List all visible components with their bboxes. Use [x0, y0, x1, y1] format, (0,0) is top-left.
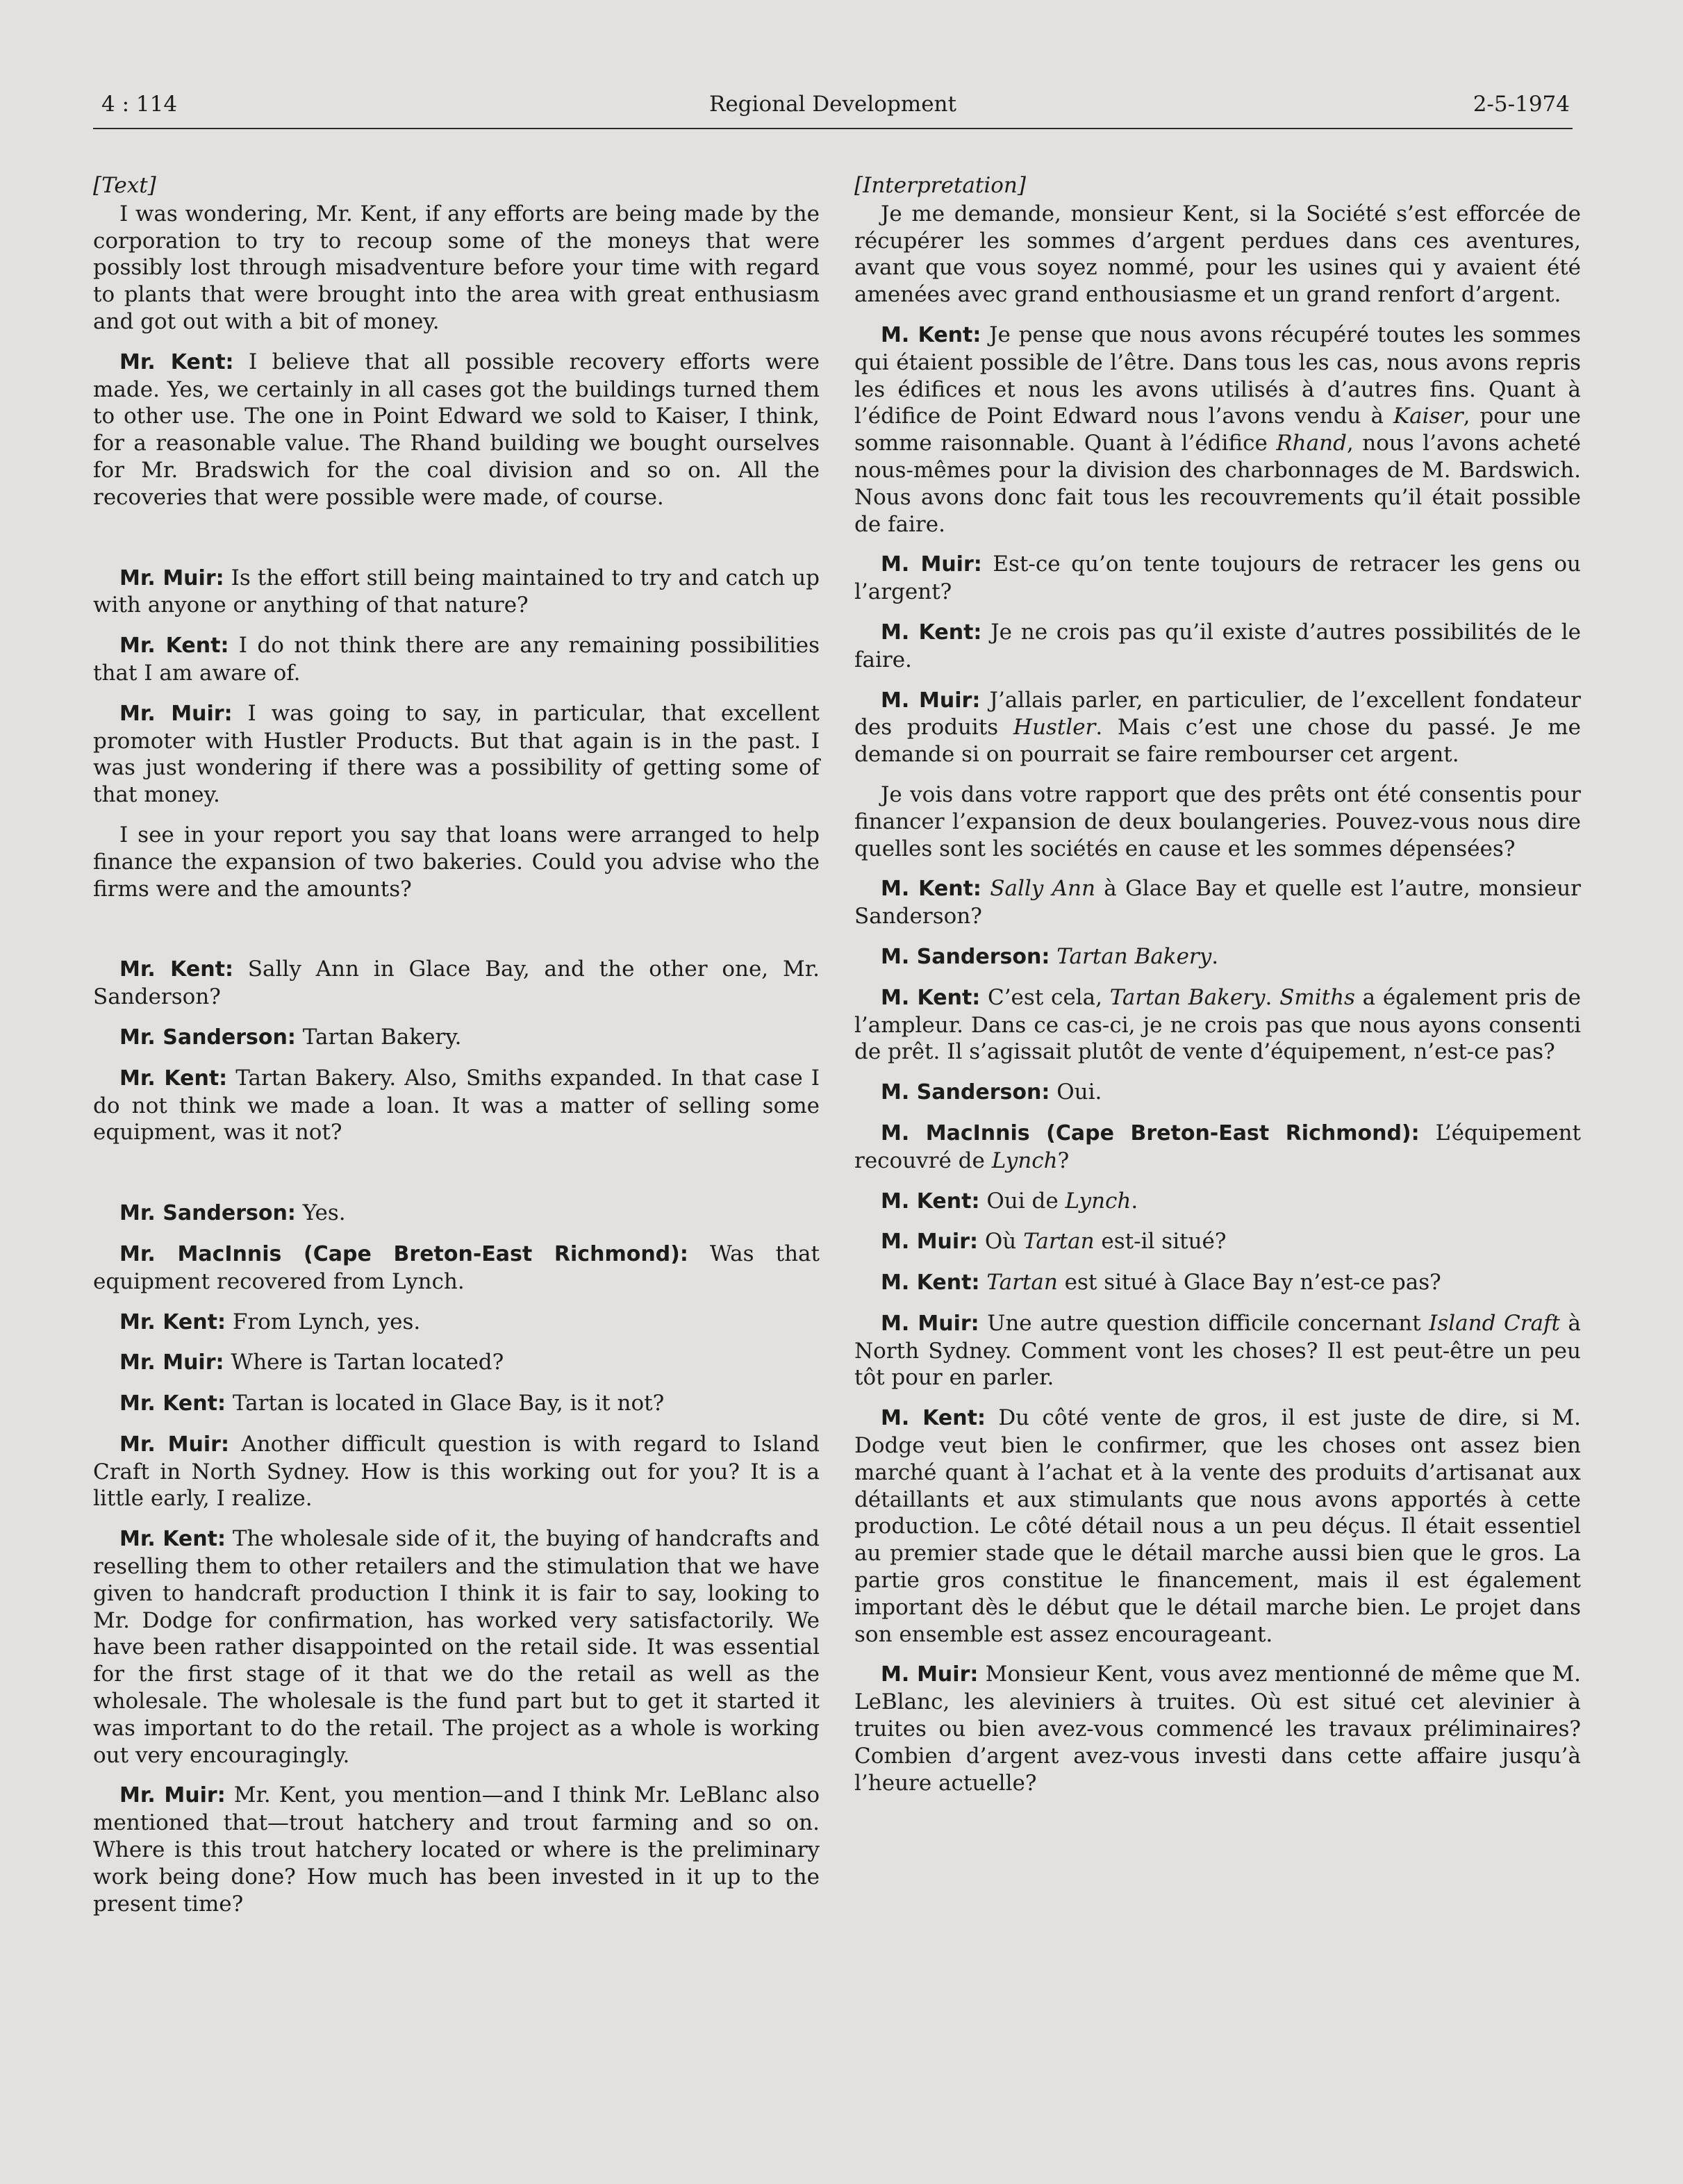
paragraph-text: I see in your report you say that loans were arranged to help finance the expansion of two bakeries. Could you advise who the firms were and the amounts? — [93, 822, 820, 902]
paragraph-text: Monsieur Kent, vous avez mentionné de même que M. LeBlanc, les aleviniers à truites. Où est situé cet alevinier à truites ou bien avez-vous commencé les travaux préliminaires? Combien d’argent avez-vous investi dans cette affaire jusqu’à l’heure actuelle? — [854, 1662, 1582, 1796]
speaker-name: Mr. Kent: — [119, 349, 234, 374]
running-header — [93, 89, 1573, 129]
transcript-paragraph — [93, 1349, 820, 1377]
speaker-name: M. Kent: — [881, 620, 982, 645]
paragraph-text: I do not think there are any remaining possibilities that I am aware of. — [93, 633, 820, 686]
italic-name: Hustler — [1013, 715, 1096, 741]
transcript-paragraph — [854, 619, 1581, 674]
speaker-name: M. Kent: — [881, 1406, 986, 1431]
french-column — [854, 172, 1581, 1796]
paragraph-text: Je ne crois pas qu’il existe d’autres possibilités de le faire. — [854, 619, 1581, 672]
speaker-name: M. Muir: — [881, 1662, 979, 1687]
speaker-name: Mr. Muir: — [119, 1783, 226, 1808]
italic-name: Lynch — [1065, 1188, 1131, 1214]
transcript-paragraph — [93, 1525, 820, 1769]
speaker-name: Mr. Kent: — [119, 634, 229, 659]
paragraph-text — [1050, 944, 1056, 969]
transcript-paragraph — [854, 875, 1581, 930]
paragraph-text: Tartan Bakery. Also, Smiths expanded. In that case I do not think we made a loan. It was a matter of selling some equipment, was it not? — [93, 1065, 820, 1145]
paragraph-text: Was that equipment recovered from Lynch. — [93, 1241, 820, 1294]
paragraph-text: Oui de — [979, 1188, 1066, 1214]
transcript-paragraph — [854, 1405, 1581, 1648]
speaker-name: Mr. Muir: — [119, 565, 224, 590]
header-title: Regional Development — [709, 92, 956, 117]
paragraph-text: Tartan Bakery. — [295, 1024, 462, 1050]
paragraph-text: à Glace Bay et quelle est l’autre, monsieur Sanderson? — [854, 876, 1581, 929]
transcript-paragraph — [854, 1661, 1581, 1796]
transcript-paragraph — [93, 1390, 820, 1418]
speaker-name: M. Sanderson: — [881, 944, 1050, 969]
paragraph-text: L’équipement recouvré de — [854, 1120, 1581, 1173]
transcript-paragraph — [854, 1188, 1581, 1216]
transcript-paragraph — [93, 700, 820, 809]
transcript-paragraph — [93, 1200, 820, 1227]
speaker-name: Mr. Kent: — [119, 1309, 226, 1334]
paragraph-text: Je me demande, monsieur Kent, si la Société s’est efforcée de récupérer les sommes d’argent perdues dans ces aventures, avant que vous soyez nommé, pour les usines qui y avaient été amenées avec grand enthousiasme et un grand renfort d’argent. — [854, 201, 1581, 308]
transcript-paragraph — [854, 1228, 1581, 1256]
transcript-paragraph — [93, 1782, 820, 1917]
transcript-paragraph — [854, 687, 1581, 768]
transcript-paragraph — [854, 1310, 1581, 1391]
transcript-paragraph — [93, 1241, 820, 1296]
paragraph-text — [981, 876, 990, 901]
english-column — [93, 172, 820, 1917]
italic-name: Sally Ann — [990, 876, 1095, 902]
transcript-paragraph — [854, 1120, 1581, 1175]
paragraph-text: . — [1211, 943, 1219, 969]
speaker-name: M. Muir: — [881, 1230, 978, 1255]
paragraph-text: Est-ce qu’on tente toujours de retracer les gens ou l’argent? — [854, 552, 1581, 605]
transcript-paragraph — [93, 1431, 820, 1512]
paragraph-text: I was wondering, Mr. Kent, if any efforts are being made by the corporation to try to recoup some of the moneys that were possibly lost through misadventure before your time with regard to plants that were brought into the area with great enthusiasm and got out with a bit of money. — [93, 201, 820, 334]
italic-name: Kaiser — [1393, 404, 1464, 429]
speaker-name: M. Muir: — [881, 552, 982, 577]
transcript-paragraph — [854, 1269, 1581, 1297]
speaker-name: M. Kent: — [881, 1271, 980, 1296]
italic-name: Tartan Bakery — [1056, 943, 1212, 969]
transcript-paragraph — [93, 822, 820, 902]
paragraph-text: Du côté vente de gros, il est juste de dire, si M. Dodge veut bien le confirmer, que les choses ont assez bien marché quant à l’achat et à la vente des produits d’artisanat aux détaillants et aux stimulants que nous avons apportés à cette production. Le côté détail nous a un peu déçus. Il était essentiel au premier stade que le détail marche aussi bien que le gros. La partie gros constitue le financement, mais il est également important dès le début que le détail marche bien. Le projet dans son ensemble est assez encourageant. — [854, 1405, 1581, 1647]
paragraph-text: I was going to say, in particular, that excellent promoter with Hustler Products. But that again is in the past. I was just wondering if there was a possibility of getting some of that money. — [93, 700, 820, 808]
transcript-paragraph — [93, 565, 820, 620]
paragraph-text: Je vois dans votre rapport que des prêts ont été consentis pour financer l’expansion de deux boulangeries. Pouvez-vous nous dire quelles sont les sociétés en cause et les sommes dépensées? — [854, 781, 1581, 861]
italic-name: Smiths — [1279, 984, 1355, 1010]
speaker-name: M. Muir: — [881, 688, 981, 713]
paragraph-text: Yes. — [295, 1200, 346, 1226]
transcript-paragraph — [854, 781, 1581, 862]
transcript-paragraph — [854, 551, 1581, 606]
paragraph-text: . Mais c’est une chose du passé. Je me demande si on pourrait se faire rembourser cet argent. — [854, 715, 1581, 768]
paragraph-text: Oui. — [1050, 1079, 1102, 1105]
header-date: 2-5-1974 — [1473, 92, 1570, 117]
paragraph-text: From Lynch, yes. — [225, 1309, 421, 1334]
paragraph-text: Where is Tartan located? — [224, 1350, 504, 1375]
paragraph-text: ? — [1057, 1148, 1070, 1173]
transcript-paragraph — [854, 201, 1581, 308]
speaker-name: Mr. Muir: — [119, 701, 233, 726]
speaker-name: M. Kent: — [881, 985, 981, 1010]
transcript-paragraph — [93, 1309, 820, 1337]
paragraph-text: Une autre question difficile concernant — [979, 1310, 1429, 1336]
paragraph-text: Another difficult question is with regard to Island Craft in North Sydney. How is this working out for you? It is a little early, I realize. — [93, 1431, 820, 1512]
speaker-name: Mr. Kent: — [119, 1527, 226, 1552]
transcript-paragraph — [854, 984, 1581, 1066]
speaker-name: Mr. Muir: — [119, 1350, 224, 1375]
paragraph-text: Tartan is located in Glace Bay, is it not? — [225, 1391, 665, 1416]
speaker-name: Mr. Sanderson: — [119, 1025, 296, 1050]
transcript-paragraph — [93, 201, 820, 336]
paragraph-text: est-il situé? — [1094, 1229, 1227, 1255]
paragraph-text: , nous l’avons acheté nous-mêmes pour la division des charbonnages de M. Bardswich. Nous avons donc fait tous les recouvrements qu’il était possible de faire. — [854, 431, 1581, 537]
speaker-name: Mr. Kent: — [119, 957, 233, 982]
speaker-name: Mr. MacInnis (Cape Breton-East Richmond): — [119, 1241, 688, 1266]
paragraph-text: Je pense que nous avons récupéré toutes les sommes qui étaient possible de l’être. Dans tous les cas, nous avons repris les édifices et nous les avons utilisés à d’autres fins. Quant à l’édifice de Point Edward nous l’avons vendu à — [854, 322, 1581, 429]
italic-name: Island Craft — [1429, 1310, 1560, 1336]
italic-name: Lynch — [991, 1148, 1058, 1173]
italic-name: Tartan — [986, 1270, 1058, 1296]
section-label: [Interpretation] — [854, 173, 1026, 198]
paragraph-text: I believe that all possible recovery efforts were made. Yes, we certainly in all cases got the buildings turned them to other use. The one in Point Edward we sold to Kaiser, I think, for a reasonable value. The Rhand building we bought ourselves for Mr. Bradswich for the coal division and so on. All the recoveries that were possible were made, of course. — [93, 349, 820, 510]
speaker-name: Mr. Kent: — [119, 1066, 228, 1091]
speaker-name: Mr. Sanderson: — [119, 1201, 296, 1226]
speaker-name: M. Kent: — [881, 877, 981, 902]
italic-name: Tartan — [1023, 1229, 1095, 1255]
speaker-name: M. Sanderson: — [881, 1080, 1050, 1105]
paragraph-text: Sally Ann in Glace Bay, and the other one, Mr. Sanderson? — [93, 957, 820, 1010]
speaker-name: M. Kent: — [881, 1189, 980, 1214]
speaker-name: Mr. Muir: — [119, 1432, 229, 1457]
paragraph-text: . — [1265, 984, 1280, 1010]
paragraph-text: , pour une somme raisonnable. Quant à l’édifice — [854, 404, 1581, 456]
paragraph-text: a également pris de l’ampleur. Dans ce cas-ci, je ne crois pas que nous ayons consenti de prêt. Il s’agissait plutôt de vente d’équipement, n’est-ce pas? — [854, 984, 1581, 1065]
transcript-paragraph — [93, 349, 820, 511]
paragraph-text: . — [1131, 1188, 1138, 1214]
paragraph-text: à North Sydney. Comment vont les choses? Il est peut-être un peu tôt pour en parler. — [854, 1310, 1581, 1391]
page-number: 4 : 114 — [101, 92, 178, 117]
paragraph-text: est situé à Glace Bay n’est-ce pas? — [1057, 1270, 1441, 1296]
paragraph-text: Is the effort still being maintained to try and catch up with anyone or anything of that nature? — [93, 565, 820, 618]
transcript-paragraph — [93, 1024, 820, 1052]
transcript-paragraph — [93, 1065, 820, 1146]
paragraph-text: J’allais parler, en particulier, de l’excellent fondateur des produits — [854, 687, 1581, 741]
speaker-name: M. Kent: — [881, 322, 981, 347]
paragraph-text: C’est cela, — [980, 984, 1110, 1010]
paragraph-text: Où — [977, 1229, 1024, 1255]
transcript-paragraph — [93, 632, 820, 687]
section-label: [Text] — [93, 173, 156, 198]
paragraph-text — [979, 1270, 986, 1295]
transcript-paragraph — [93, 956, 820, 1011]
italic-name: Rhand — [1276, 431, 1347, 456]
paragraph-text: The wholesale side of it, the buying of handcrafts and reselling them to other retailers and the stimulation that we have given to handcraft production I think it is fair to say, looking to Mr. Dodge for confirmation, has worked very satisfactorily. We have been rather disappointed on the retail side. It was essential for the first stage of it that we do the retail as well as the wholesale. The wholesale is the fund part but to get it started it was important to do the retail. The project as a whole is working out very encouragingly. — [93, 1526, 820, 1768]
speaker-name: M. MacInnis (Cape Breton-East Richmond): — [881, 1120, 1420, 1145]
transcript-paragraph — [854, 1079, 1581, 1107]
speaker-name: Mr. Kent: — [119, 1391, 226, 1416]
transcript-paragraph — [854, 322, 1581, 538]
transcript-paragraph — [854, 943, 1581, 971]
speaker-name: M. Muir: — [881, 1311, 979, 1336]
italic-name: Tartan Bakery — [1109, 984, 1266, 1010]
paragraph-text: Mr. Kent, you mention—and I think Mr. LeBlanc also mentioned that—trout hatchery and trout farming and so on. Where is this trout hatchery located or where is the preliminary work being done? How much has been invested in it up to the present time? — [93, 1782, 820, 1917]
